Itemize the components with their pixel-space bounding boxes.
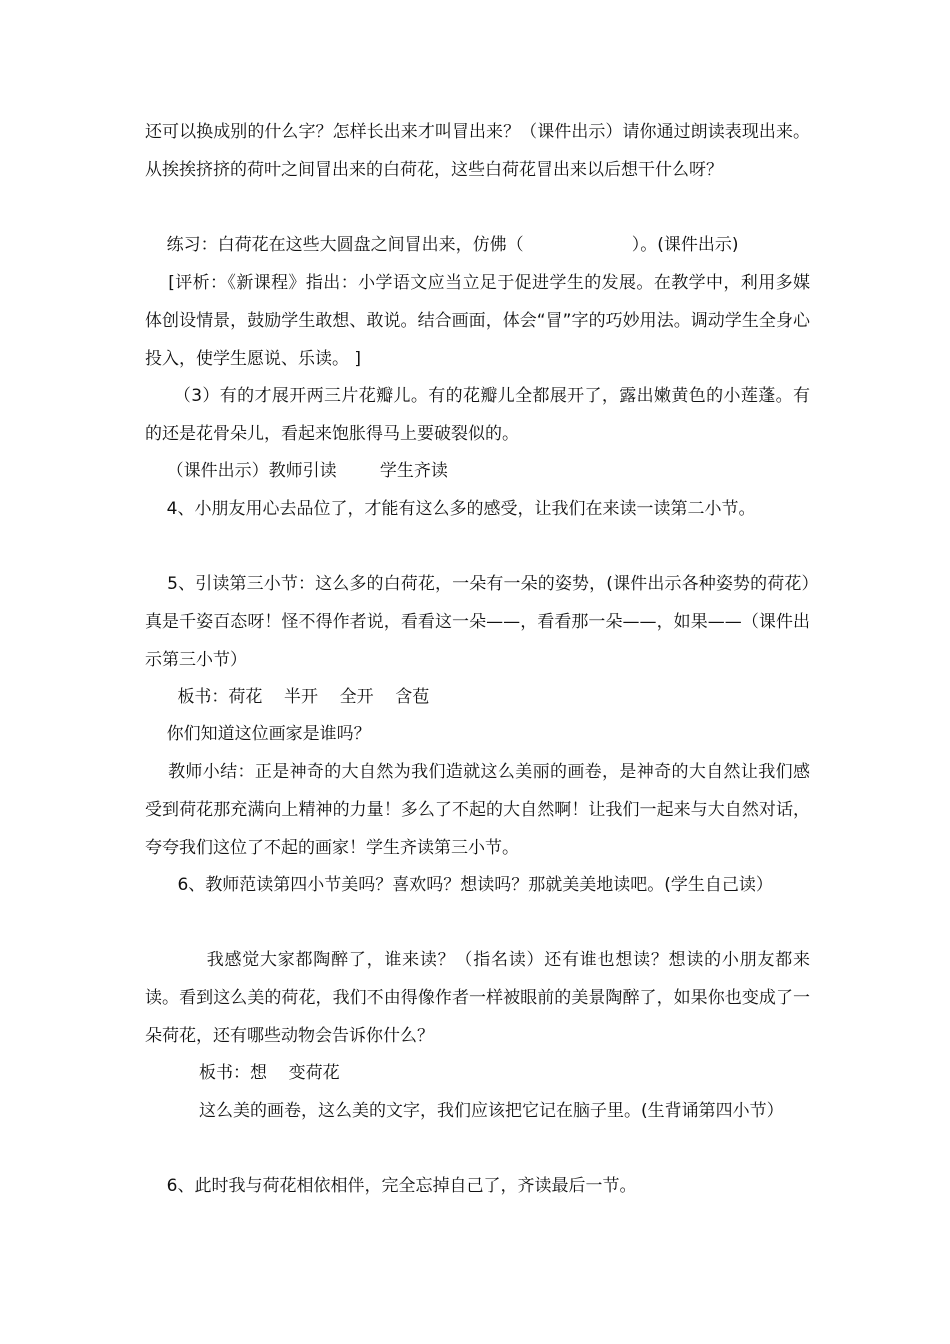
paragraph-guided-reading: （课件出示）教师引读 学生齐读 [145,461,448,481]
paragraph-recitation: 这么美的画卷，这么美的文字，我们应该把它记在脑子里。(生背诵第四小节） [145,1101,784,1121]
paragraph-board-notes-1: 板书：荷花 半开 全开 含苞 [145,687,430,707]
paragraph-intro-question: 还可以换成别的什么字？怎样长出来才叫冒出来？（课件出示）请你通过朗读表现出来。从挨挨挤挤的荷叶之间冒出来的白荷花，这些白荷花冒出来以后想干什么呀？ [145,122,810,180]
paragraph-step-3: （3）有的才展开两三片花瓣儿。有的花瓣儿全都展开了，露出嫩黄色的小莲蓬。有的还是花骨朵儿，看起来饱胀得马上要破裂似的。 [145,386,810,444]
paragraph-question-painter: 你们知道这位画家是谁吗？ [145,724,371,744]
paragraph-step-6-model-reading: 6、教师范读第四小节美吗？喜欢吗？想读吗？那就美美地读吧。(学生自己读） [145,875,773,895]
paragraph-exercise: 练习：白荷花在这些大圆盘之间冒出来，仿佛（ ）。(课件出示) [145,235,739,255]
paragraph-step-6-discussion: 我感觉大家都陶醉了，谁来读？（指名读）还有谁也想读？想读的小朋友都来读。看到这么美的荷花，我们不由得像作者一样被眼前的美景陶醉了，如果你也变成了一朵荷花，还有哪些动物会告诉你什么？ [145,950,810,1046]
paragraph-commentary: [评析：《新课程》指出：小学语文应当立足于促进学生的发展。在教学中，利用多媒体创设情景，鼓励学生敢想、敢说。结合画面，体会“冒”字的巧妙用法。调动学生全身心投入，使学生愿说、乐读。 ] [145,273,810,369]
paragraph-board-notes-2: 板书：想 变荷花 [145,1063,340,1083]
paragraph-step-5: 5、引读第三小节：这么多的白荷花，一朵有一朵的姿势，(课件出示各种姿势的荷花）真是千姿百态呀！怪不得作者说，看看这一朵——，看看那一朵——，如果——（课件出示第三小节） [145,574,810,670]
paragraph-teacher-summary: 教师小结：正是神奇的大自然为我们造就这么美丽的画卷，是神奇的大自然让我们感受到荷花那充满向上精神的力量！多么了不起的大自然啊！让我们一起来与大自然对话，夸夸我们这位了不起的画家！学生齐读第三小节。 [145,762,810,858]
paragraph-step-4: 4、小朋友用心去品位了，才能有这么多的感受，让我们在来读一读第二小节。 [145,499,756,519]
paragraph-final-section: 6、此时我与荷花相依相伴，完全忘掉自己了，齐读最后一节。 [145,1176,637,1196]
